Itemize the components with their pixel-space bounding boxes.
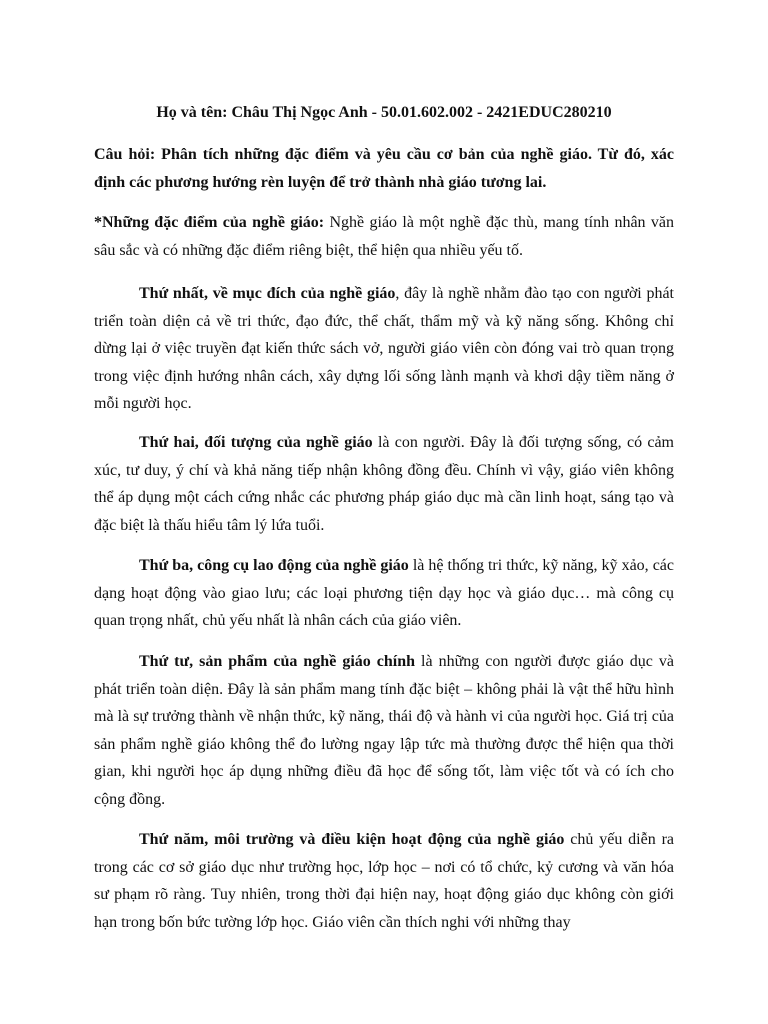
paragraph-5 xyxy=(94,826,674,936)
paragraph-3-lead: Thứ ba, công cụ lao động của nghề giáo xyxy=(139,557,409,574)
intro-paragraph xyxy=(94,209,674,264)
student-info-heading: Họ và tên: Châu Thị Ngọc Anh - 50.01.602.002 - 2421EDUC280210 xyxy=(156,104,612,121)
intro-lead: *Những đặc điểm của nghề giáo: xyxy=(94,214,325,231)
paragraph-5-lead: Thứ năm, môi trường và điều kiện hoạt động của nghề giáo xyxy=(139,831,565,848)
question-text: Câu hỏi: Phân tích những đặc điểm và yêu cầu cơ bản của nghề giáo. Từ đó, xác định các phương hướng rèn luyện để trở thành nhà giáo tương lai. xyxy=(94,146,674,191)
paragraph-5-body: chủ yếu diễn ra trong các cơ sở giáo dục như trường học, lớp học – nơi có tổ chức, kỷ cương và văn hóa sư phạm rõ ràng. Tuy nhiên, trong thời đại hiện nay, hoạt động giáo dục không còn giới hạn trong bốn bức tường lớp học. Giáo viên cần thích nghi với những thay xyxy=(94,831,674,931)
paragraph-4 xyxy=(94,648,674,813)
paragraph-4-body: là những con người được giáo dục và phát triển toàn diện. Đây là sản phẩm mang tính đặc biệt – không phải là vật thể hữu hình mà là sự trưởng thành về nhận thức, kỹ năng, thái độ và hành vi của người học. Giá trị của sản phẩm nghề giáo không thể đo lường ngay lập tức mà thường được thể hiện qua thời gian, khi người học áp dụng những điều đã học để sống tốt, làm việc tốt và có ích cho cộng đồng. xyxy=(94,653,675,808)
paragraph-3-body: là hệ thống tri thức, kỹ năng, kỹ xảo, các dạng hoạt động vào giao lưu; các loại phương tiện dạy học và giáo dục… mà công cụ quan trọng nhất, chủ yếu nhất là nhân cách của giáo viên. xyxy=(94,557,675,629)
paragraph-1-lead: Thứ nhất, về mục đích của nghề giáo xyxy=(139,285,396,302)
intro-body: Nghề giáo là một nghề đặc thù, mang tính nhân văn sâu sắc và có những đặc điểm riêng biệt, thể hiện qua nhiều yếu tố. xyxy=(94,214,674,259)
paragraph-2-lead: Thứ hai, đối tượng của nghề giáo xyxy=(139,434,373,451)
paragraph-2-body: là con người. Đây là đối tượng sống, có cảm xúc, tư duy, ý chí và khả năng tiếp nhận không đồng đều. Chính vì vậy, giáo viên không thể áp dụng một cách cứng nhắc các phương pháp giáo dục mà cần linh hoạt, sáng tạo và đặc biệt là thấu hiểu tâm lý lứa tuổi. xyxy=(94,434,675,534)
paragraph-4-lead: Thứ tư, sản phẩm của nghề giáo chính xyxy=(139,653,416,670)
paragraph-1-body: , đây là nghề nhằm đào tạo con người phát triển toàn diện cả về tri thức, đạo đức, thể chất, thẩm mỹ và kỹ năng sống. Không chỉ dừng lại ở việc truyền đạt kiến thức sách vở, người giáo viên còn đóng vai trò quan trọng trong việc định hướng nhân cách, xây dựng lối sống lành mạnh và khơi dậy tiềm năng ở mỗi người học. xyxy=(94,285,674,412)
paragraph-1 xyxy=(94,280,674,418)
paragraph-3 xyxy=(94,552,674,635)
paragraph-2 xyxy=(94,429,674,539)
